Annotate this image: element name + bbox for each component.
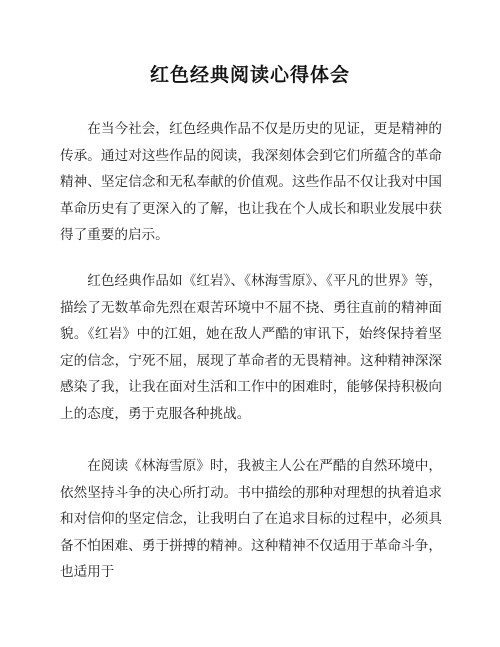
document-title: 红色经典阅读心得体会 (149, 64, 350, 86)
paragraph-1: 在当今社会，红色经典作品不仅是历史的见证，更是精神的传承。通过对这些作品的阅读，我深刻体会到它们所蕴含的革命精神、坚定信念和无私奉献的价值观。这些作品不仅让我对中国革命历史有了更深入的了解，也让我在个人成长和职业发展中获得了重要的启示。 (60, 121, 442, 243)
paragraph-2: 红色经典作品如《红岩》、《林海雪原》、《平凡的世界》等，描绘了无数革命先烈在艰苦环境中不屈不挠、勇往直前的精神面貌。《红岩》中的江姐，她在敌人严酷的审讯下，始终保持着坚定的信念，宁死不屈，展现了革命者的无畏精神。这种精神深深感染了我，让我在面对生活和工作中的困难时，能够保持积极向上的态度，勇于克服各种挑战。 (60, 273, 442, 422)
paragraph-3: 在阅读《林海雪原》时，我被主人公在严酷的自然环境中，依然坚持斗争的决心所打动。书中描绘的那种对理想的执着追求和对信仰的坚定信念，让我明白了在追求目标的过程中，必须具备不怕困难、勇于拼搏的精神。这种精神不仅适用于革命斗争，也适用于 (60, 458, 442, 580)
